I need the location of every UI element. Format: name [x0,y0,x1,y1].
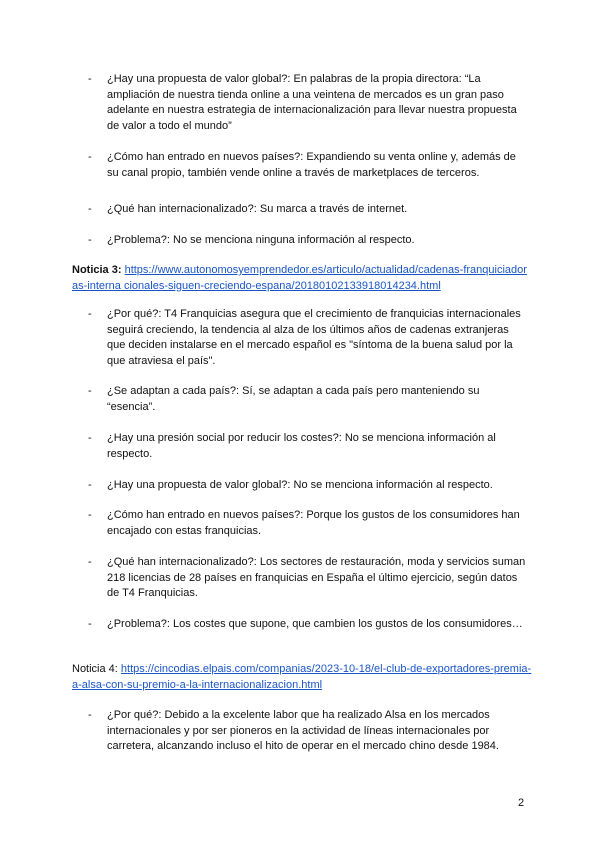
list-item [88,431,528,462]
bullet-dash: - [88,151,92,163]
bullet-dash: - [88,556,92,568]
bullet-dash: - [88,385,92,397]
page-number: 2 [518,797,525,809]
list-item [88,150,528,181]
bullet-dash: - [88,308,92,320]
list-item [88,72,528,134]
list-item-text: ¿Problema?: No se menciona ninguna información al respecto. [107,234,415,246]
bullet-dash: - [88,234,92,246]
list-item [88,508,528,539]
news-label: Noticia 4: [72,663,118,675]
bullet-dash: - [88,618,92,630]
list-item [88,617,528,633]
bullet-dash: - [88,73,92,85]
list-item-text: ¿Por qué?: Debido a la excelente labor que ha realizado Alsa en los mercados internacionales y por ser pioneros en la actividad de líneas internacionales por carretera, alcanzando incluso el hito de operar en el mercado chino desde 1984. [107,709,499,753]
list-item [88,202,528,218]
list-item-text: ¿Problema?: Los costes que supone, que cambien los gustos de los consumidores… [107,618,523,630]
list-item [88,233,528,249]
bullet-dash: - [88,203,92,215]
list-item-text: ¿Cómo han entrado en nuevos países?: Porque los gustos de los consumidores han encajado con estas franquicias. [107,509,520,537]
news-label: Noticia 3: [72,264,122,276]
bullet-dash: - [88,479,92,491]
bullet-dash: - [88,432,92,444]
list-item-text: ¿Cómo han entrado en nuevos países?: Expandiendo su venta online y, además de su canal propio, también vende online a través de marketplaces de terceros. [107,151,516,179]
news-heading-3 [72,263,532,294]
list-item-text: ¿Qué han internacionalizado?: Su marca a través de internet. [107,203,408,215]
list-item [88,307,528,369]
list-item-text: ¿Hay una propuesta de valor global?: En palabras de la propia directora: “La ampliación de nuestra tienda online a una veintena de mercados es un gran paso adelante en nuestra estrategia de internacionalización para llevar nuestra propuesta de valor a todo el mundo” [107,73,517,132]
news-heading-4 [72,662,532,693]
bullet-dash: - [88,509,92,521]
list-item-text: ¿Por qué?: T4 Franquicias asegura que el crecimiento de franquicias internacionales seguirá creciendo, la tendencia al alza de los últimos años de cadenas extranjeras que deciden instalarse en el mercado español es "síntoma de la buena salud por la que atraviesa el país". [107,308,521,367]
news-link[interactable]: https://www.autonomosyemprendedor.es/articulo/actualidad/cadenas-franquiciadoras-interna cionales-siguen-creciendo-espana/20180102133918014234.html [72,264,527,292]
list-item [88,555,528,602]
list-item-text: ¿Hay una propuesta de valor global?: No se menciona información al respecto. [107,479,493,491]
list-item-text: ¿Hay una presión social por reducir los costes?: No se menciona información al respecto. [107,432,496,460]
list-item-text: ¿Se adaptan a cada país?: Sí, se adaptan a cada país pero manteniendo su “esencia”. [107,385,480,413]
bullet-dash: - [88,709,92,721]
list-item [88,478,528,494]
list-item-text: ¿Qué han internacionalizado?: Los sectores de restauración, moda y servicios suman 218 licencias de 28 países en franquicias en España el último ejercicio, según datos de T4 Franquicias. [107,556,526,600]
news-link[interactable]: https://cincodias.elpais.com/companias/2023-10-18/el-club-de-exportadores-premia-a-alsa-con-su-premio-a-la-internacionalizacion.html [72,663,532,691]
list-item [88,708,528,755]
list-item [88,384,528,415]
